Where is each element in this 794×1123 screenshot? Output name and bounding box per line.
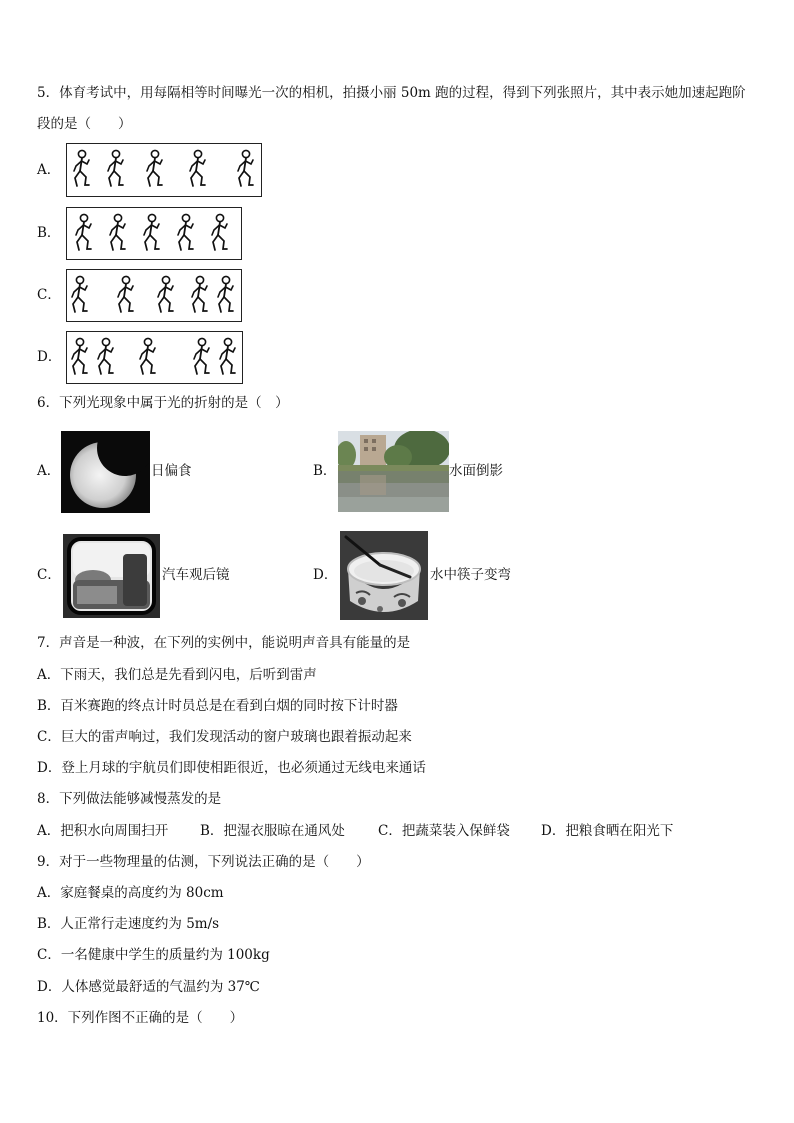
water-reflection-photo[interactable]	[338, 431, 449, 512]
q5-option-c-strip[interactable]	[66, 269, 242, 322]
runner-figure	[191, 337, 213, 377]
runner-figure	[115, 275, 137, 315]
runner-figure	[215, 275, 237, 315]
partial-eclipse-photo[interactable]	[61, 431, 150, 513]
runner-figure	[175, 213, 197, 253]
q9-option-a[interactable]: A．家庭餐桌的高度约为 80cm	[37, 885, 224, 901]
q5-stem-line1: 5．体育考试中，用每隔相等时间曝光一次的相机，拍摄小丽 50m 跑的过程，得到下列张照片，其中表示她加速起跑阶	[37, 85, 746, 101]
q6-option-a-caption: 日偏食	[151, 463, 192, 479]
runner-figure	[235, 149, 257, 189]
q6-option-d-label[interactable]: D．	[313, 567, 338, 583]
runner-figure	[73, 213, 95, 253]
q10-stem: 10．下列作图不正确的是（ ）	[37, 1010, 244, 1026]
runner-figure	[137, 337, 159, 377]
runner-figure	[69, 275, 91, 315]
q9-option-c[interactable]: C．一名健康中学生的质量约为 100kg	[37, 947, 270, 963]
q5-option-d-label[interactable]: D．	[37, 349, 62, 365]
runner-figure	[209, 213, 231, 253]
q9-option-d[interactable]: D．人体感觉最舒适的气温约为 37℃	[37, 979, 260, 995]
q6-option-c-caption: 汽车观后镜	[162, 567, 230, 583]
q9-option-b[interactable]: B．人正常行走速度约为 5m/s	[37, 916, 220, 932]
q7-option-c[interactable]: C．巨大的雷声响过，我们发现活动的窗户玻璃也跟着振动起来	[37, 729, 412, 745]
runner-figure	[95, 337, 117, 377]
q8-option-c[interactable]: C．把蔬菜装入保鲜袋	[378, 823, 510, 839]
q6-option-c-label[interactable]: C．	[37, 567, 61, 583]
q5-option-d-strip[interactable]	[66, 331, 243, 384]
runner-figure	[71, 149, 93, 189]
q7-option-d[interactable]: D．登上月球的宇航员们即使相距很近，也必须通过无线电来通话	[37, 760, 426, 776]
runner-figure	[155, 275, 177, 315]
water-reflection-icon	[338, 431, 449, 512]
q5-option-c-label[interactable]: C．	[37, 287, 61, 303]
q8-option-b[interactable]: B．把湿衣服晾在通风处	[200, 823, 345, 839]
q6-option-a-label[interactable]: A．	[37, 463, 61, 479]
q6-option-b-caption: 水面倒影	[449, 463, 503, 479]
car-mirror-icon	[63, 534, 160, 618]
runner-figure	[107, 213, 129, 253]
runner-figure	[144, 149, 166, 189]
q7-option-b[interactable]: B．百米赛跑的终点计时员总是在看到白烟的同时按下计时器	[37, 698, 398, 714]
q5-option-a-strip[interactable]	[66, 143, 262, 197]
partial-eclipse-icon	[61, 431, 150, 513]
q7-option-a[interactable]: A．下雨天，我们总是先看到闪电，后听到雷声	[37, 667, 317, 683]
q8-option-a[interactable]: A．把积水向周围扫开	[37, 823, 169, 839]
q8-option-d[interactable]: D．把粮食晒在阳光下	[541, 823, 674, 839]
chopstick-in-water-photo[interactable]	[340, 531, 428, 620]
q5-option-b-label[interactable]: B．	[37, 225, 61, 241]
q7-stem: 7．声音是一种波，在下列的实例中，能说明声音具有能量的是	[37, 635, 411, 651]
runner-figure	[217, 337, 239, 377]
runner-figure	[105, 149, 127, 189]
q5-option-a-label[interactable]: A．	[37, 162, 61, 178]
q5-option-b-strip[interactable]	[66, 207, 242, 260]
q6-stem: 6．下列光现象中属于光的折射的是（ ）	[37, 395, 289, 411]
runner-figure	[69, 337, 91, 377]
runner-figure	[189, 275, 211, 315]
runner-figure	[141, 213, 163, 253]
chopstick-in-water-icon	[340, 531, 428, 620]
q8-stem: 8．下列做法能够减慢蒸发的是	[37, 791, 222, 807]
q9-stem: 9．对于一些物理量的估测，下列说法正确的是（ ）	[37, 854, 370, 870]
q5-stem-line2: 段的是（ ）	[37, 116, 132, 132]
q6-option-b-label[interactable]: B．	[313, 463, 337, 479]
runner-figure	[187, 149, 209, 189]
car-mirror-photo[interactable]	[63, 534, 160, 618]
q6-option-d-caption: 水中筷子变弯	[430, 567, 511, 583]
